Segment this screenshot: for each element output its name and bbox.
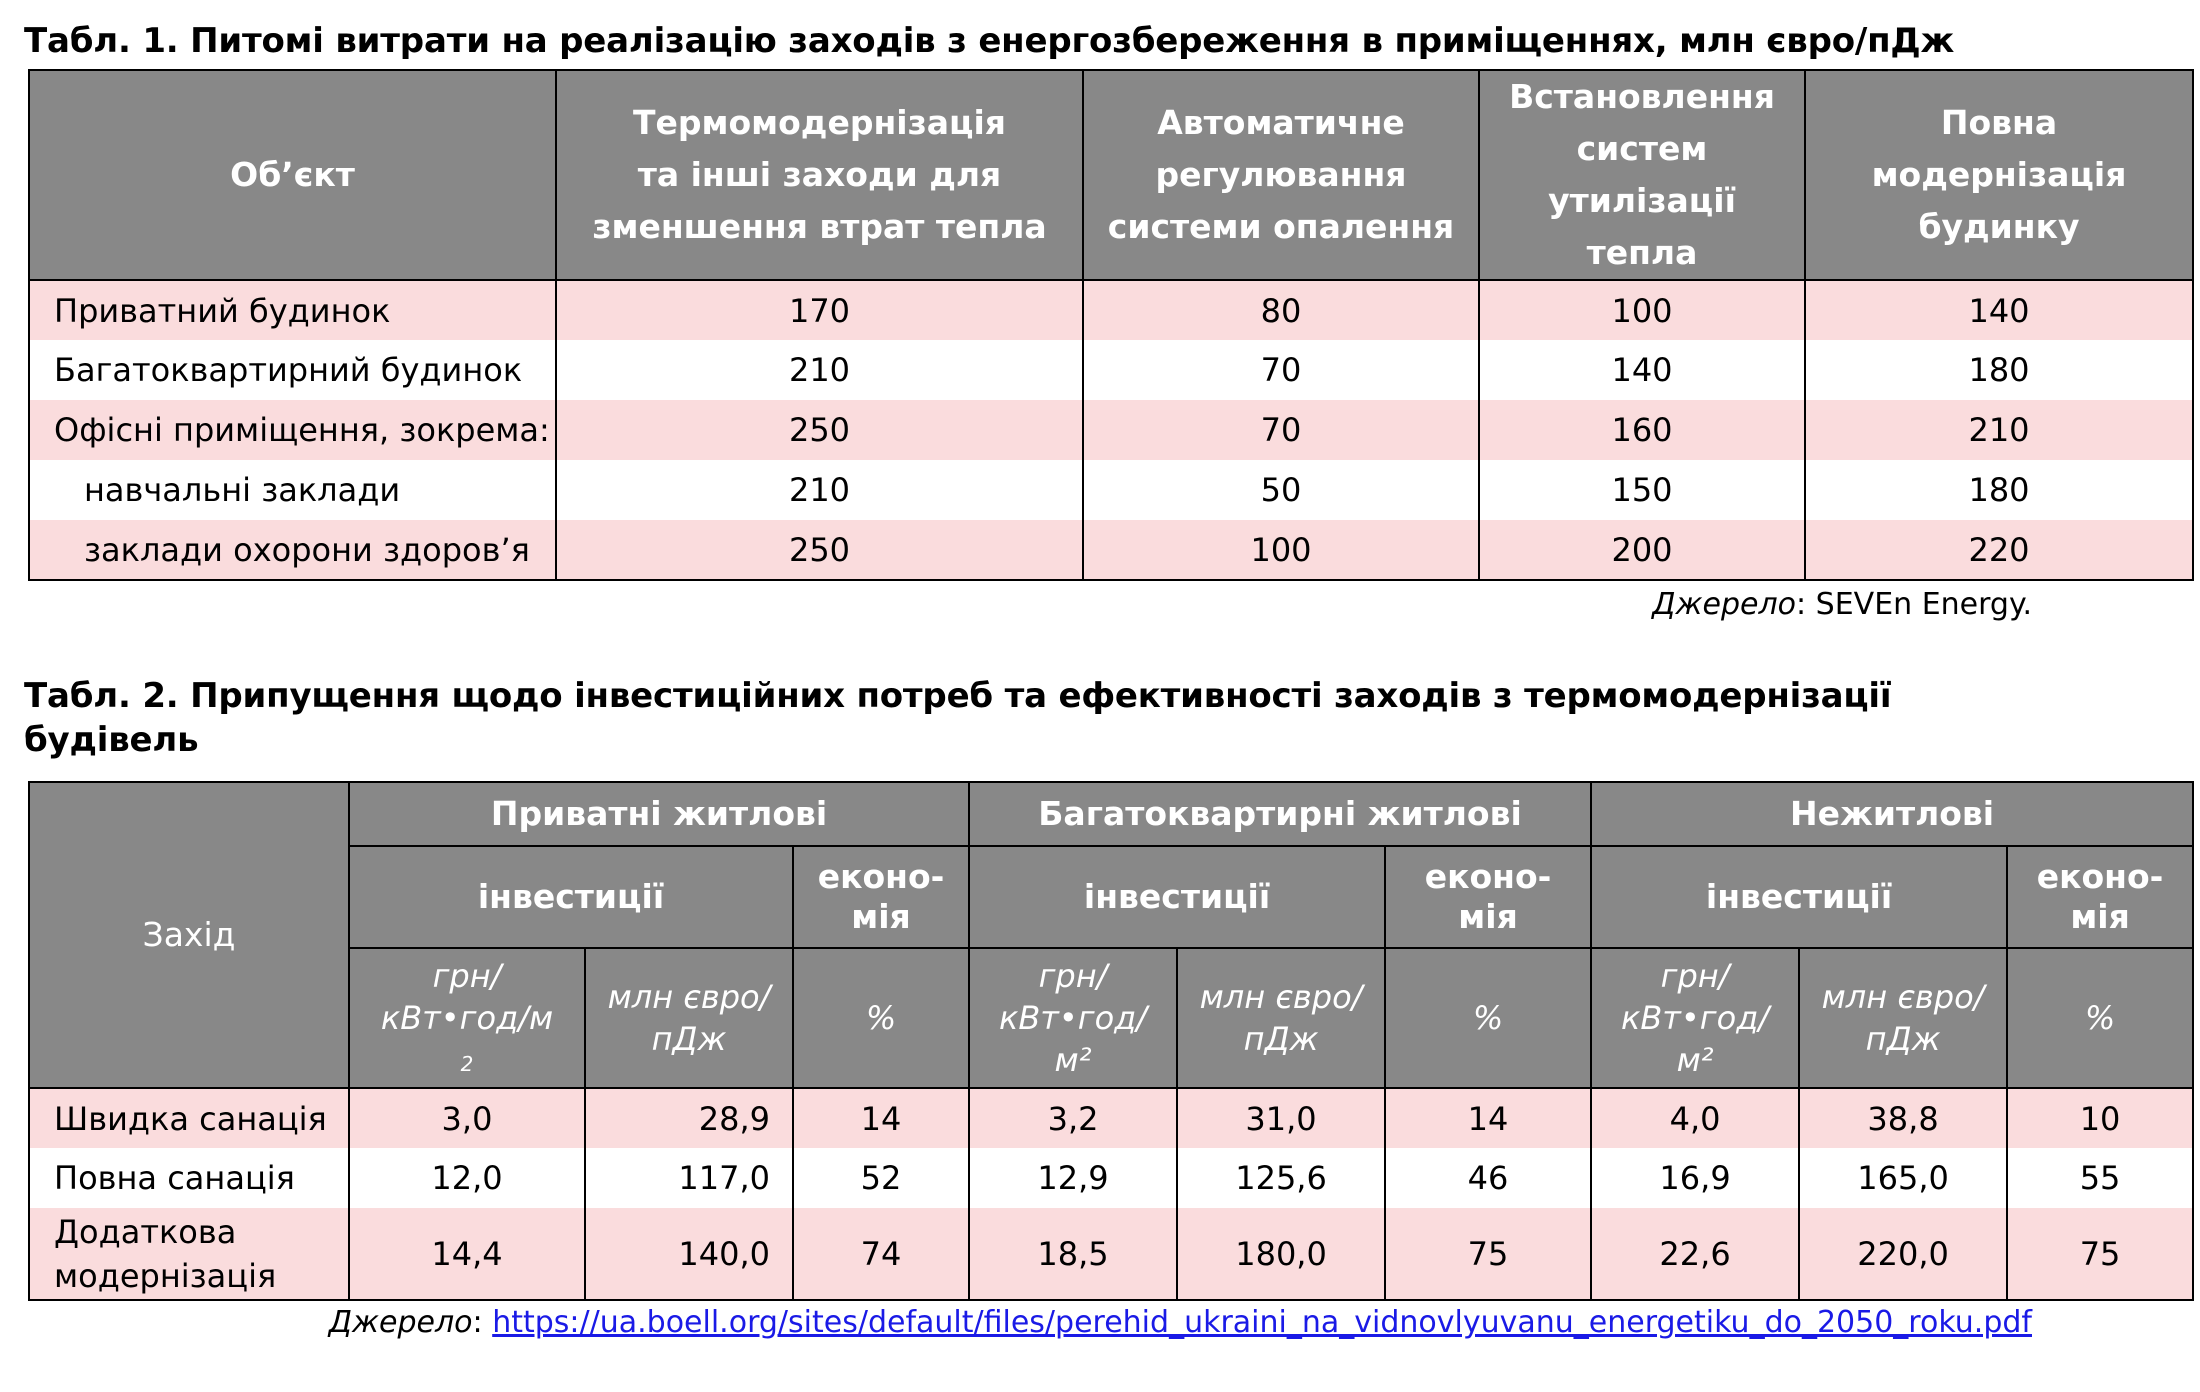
cell: 200 — [1479, 520, 1805, 580]
cell: 28,9 — [585, 1088, 793, 1148]
row-label: Повна санація — [29, 1148, 349, 1208]
header-investments: інвестиції — [969, 846, 1385, 948]
cell: 140,0 — [585, 1208, 793, 1300]
table2-source — [329, 1304, 2032, 1342]
table2-header-row-units — [29, 948, 2193, 1088]
cell: 70 — [1083, 400, 1479, 460]
cell: 180 — [1805, 460, 2193, 520]
cell: 3,0 — [349, 1088, 585, 1148]
table-row — [29, 1088, 2193, 1148]
row-label: навчальні заклади — [29, 460, 556, 520]
cell: 100 — [1083, 520, 1479, 580]
cell: 180,0 — [1177, 1208, 1385, 1300]
header-unit-pct: % — [2007, 948, 2193, 1088]
cell: 210 — [1805, 400, 2193, 460]
header-unit-grn: грн/ кВт•год/ м² — [969, 948, 1177, 1088]
source-link[interactable]: https://ua.boell.org/sites/default/files/perehid_ukraini_na_vidnovlyuvanu_energetiku_do_2050_roku.pdf — [492, 1305, 2032, 1340]
cell: 140 — [1805, 280, 2193, 340]
cell: 75 — [2007, 1208, 2193, 1300]
cell: 220,0 — [1799, 1208, 2007, 1300]
header-unit-grn: грн/ кВт•год/м 2 — [349, 948, 585, 1088]
cell: 22,6 — [1591, 1208, 1799, 1300]
cell: 50 — [1083, 460, 1479, 520]
cell: 46 — [1385, 1148, 1591, 1208]
row-label: Офісні приміщення, зокрема: — [29, 400, 556, 460]
cell: 12,0 — [349, 1148, 585, 1208]
cell: 14 — [1385, 1088, 1591, 1148]
table-row — [29, 400, 2193, 460]
table1-header-object: Об’єкт — [29, 70, 556, 280]
cell: 117,0 — [585, 1148, 793, 1208]
cell: 210 — [556, 340, 1083, 400]
cell: 170 — [556, 280, 1083, 340]
cell: 150 — [1479, 460, 1805, 520]
table2-header-row-groups — [29, 782, 2193, 846]
table2-header-measure: Захід — [29, 782, 349, 1088]
header-unit-pct: % — [793, 948, 969, 1088]
table-row — [29, 460, 2193, 520]
header-economy: еконо- мія — [2007, 846, 2193, 948]
cell: 75 — [1385, 1208, 1591, 1300]
header-unit-pct: % — [1385, 948, 1591, 1088]
header-investments: інвестиції — [1591, 846, 2007, 948]
cell: 74 — [793, 1208, 969, 1300]
cell: 210 — [556, 460, 1083, 520]
cell: 14 — [793, 1088, 969, 1148]
cell: 80 — [1083, 280, 1479, 340]
table2 — [28, 781, 2194, 1301]
cell: 14,4 — [349, 1208, 585, 1300]
cell: 4,0 — [1591, 1088, 1799, 1148]
header-group-private: Приватні житлові — [349, 782, 969, 846]
cell: 31,0 — [1177, 1088, 1385, 1148]
table2-caption-line1: Табл. 2. Припущення щодо інвестиційних потреб та ефективності заходів з термомодернізації — [24, 676, 1892, 716]
table1-header-full: Повна модернізація будинку — [1805, 70, 2193, 280]
cell: 10 — [2007, 1088, 2193, 1148]
cell: 125,6 — [1177, 1148, 1385, 1208]
table2-header-row-kinds — [29, 846, 2193, 948]
header-unit-mln: млн євро/ пДж — [1799, 948, 2007, 1088]
table1-header-row — [29, 70, 2193, 280]
cell: 12,9 — [969, 1148, 1177, 1208]
cell: 3,2 — [969, 1088, 1177, 1148]
table1-header-auto: Автоматичне регулювання системи опалення — [1083, 70, 1479, 280]
cell: 220 — [1805, 520, 2193, 580]
table1-source — [1652, 586, 2032, 624]
header-group-nonres: Нежитлові — [1591, 782, 2193, 846]
cell: 52 — [793, 1148, 969, 1208]
table-row — [29, 1148, 2193, 1208]
row-label: Багатоквартирний будинок — [29, 340, 556, 400]
header-unit-mln: млн євро/ пДж — [1177, 948, 1385, 1088]
cell: 55 — [2007, 1148, 2193, 1208]
table1-caption: Табл. 1. Питомі витрати на реалізацію заходів з енергозбереження в приміщеннях, млн євро/пДж — [24, 21, 1955, 61]
source-sep: : — [472, 1305, 493, 1340]
cell: 180 — [1805, 340, 2193, 400]
header-unit-mln: млн євро/ пДж — [585, 948, 793, 1088]
row-label: заклади охорони здоров’я — [29, 520, 556, 580]
header-unit-grn: грн/ кВт•год/ м² — [1591, 948, 1799, 1088]
table2-caption — [24, 674, 1891, 762]
header-economy: еконо- мія — [1385, 846, 1591, 948]
cell: 160 — [1479, 400, 1805, 460]
header-group-multi: Багатоквартирні житлові — [969, 782, 1591, 846]
header-economy: еконо- мія — [793, 846, 969, 948]
header-investments: інвестиції — [349, 846, 793, 948]
table-row — [29, 280, 2193, 340]
table1-header-recovery: Встановлення систем утилізації тепла — [1479, 70, 1805, 280]
table-row — [29, 340, 2193, 400]
source-text: : SEVEn Energy. — [1796, 587, 2032, 622]
cell: 165,0 — [1799, 1148, 2007, 1208]
table2-caption-line2: будівель — [24, 720, 199, 760]
cell: 250 — [556, 400, 1083, 460]
cell: 70 — [1083, 340, 1479, 400]
cell: 100 — [1479, 280, 1805, 340]
source-label: Джерело — [1652, 587, 1797, 622]
cell: 38,8 — [1799, 1088, 2007, 1148]
source-label: Джерело — [328, 1305, 473, 1340]
table-row — [29, 1208, 2193, 1300]
table-row — [29, 520, 2193, 580]
row-label: Швидка санація — [29, 1088, 349, 1148]
cell: 18,5 — [969, 1208, 1177, 1300]
cell: 140 — [1479, 340, 1805, 400]
row-label: Додаткова модернізація — [29, 1208, 349, 1300]
cell: 250 — [556, 520, 1083, 580]
row-label: Приватний будинок — [29, 280, 556, 340]
table1-header-thermo: Термомодернізація та інші заходи для зменшення втрат тепла — [556, 70, 1083, 280]
table1 — [28, 69, 2194, 581]
cell: 16,9 — [1591, 1148, 1799, 1208]
